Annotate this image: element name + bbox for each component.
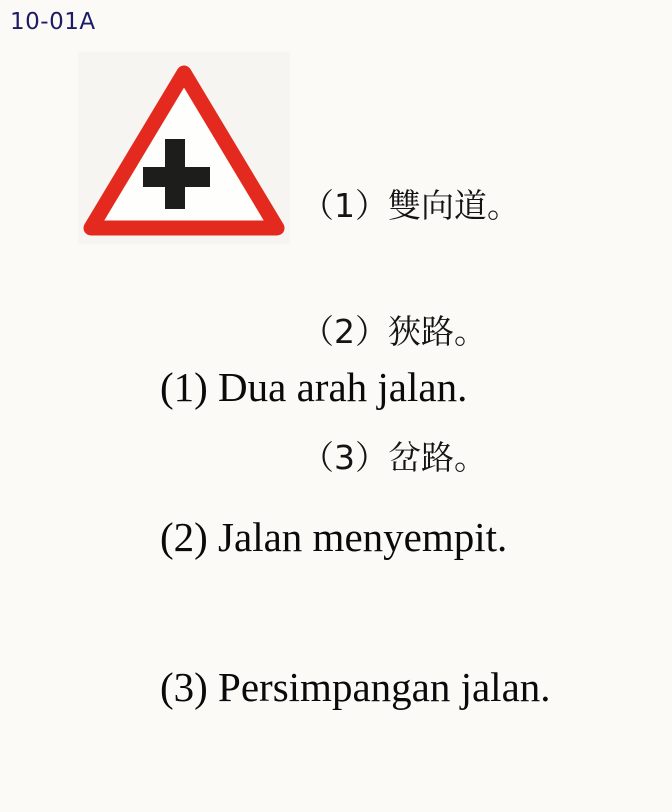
option-ms-1: (1) Dua arah jalan. — [160, 364, 468, 410]
options-malay — [160, 262, 551, 812]
road-sign-image — [78, 52, 290, 244]
option-zh-3: （3）岔路。 — [301, 438, 487, 477]
option-ms-3: (3) Persimpangan jalan. — [160, 664, 551, 710]
question-id: 10-01A — [10, 9, 96, 35]
crossroads-warning-sign — [78, 52, 290, 244]
option-zh-1: （1）雙向道。 — [301, 186, 520, 225]
option-ms-2: (2) Jalan menyempit. — [160, 514, 508, 560]
option-zh-2: （2）狹路。 — [301, 312, 487, 351]
